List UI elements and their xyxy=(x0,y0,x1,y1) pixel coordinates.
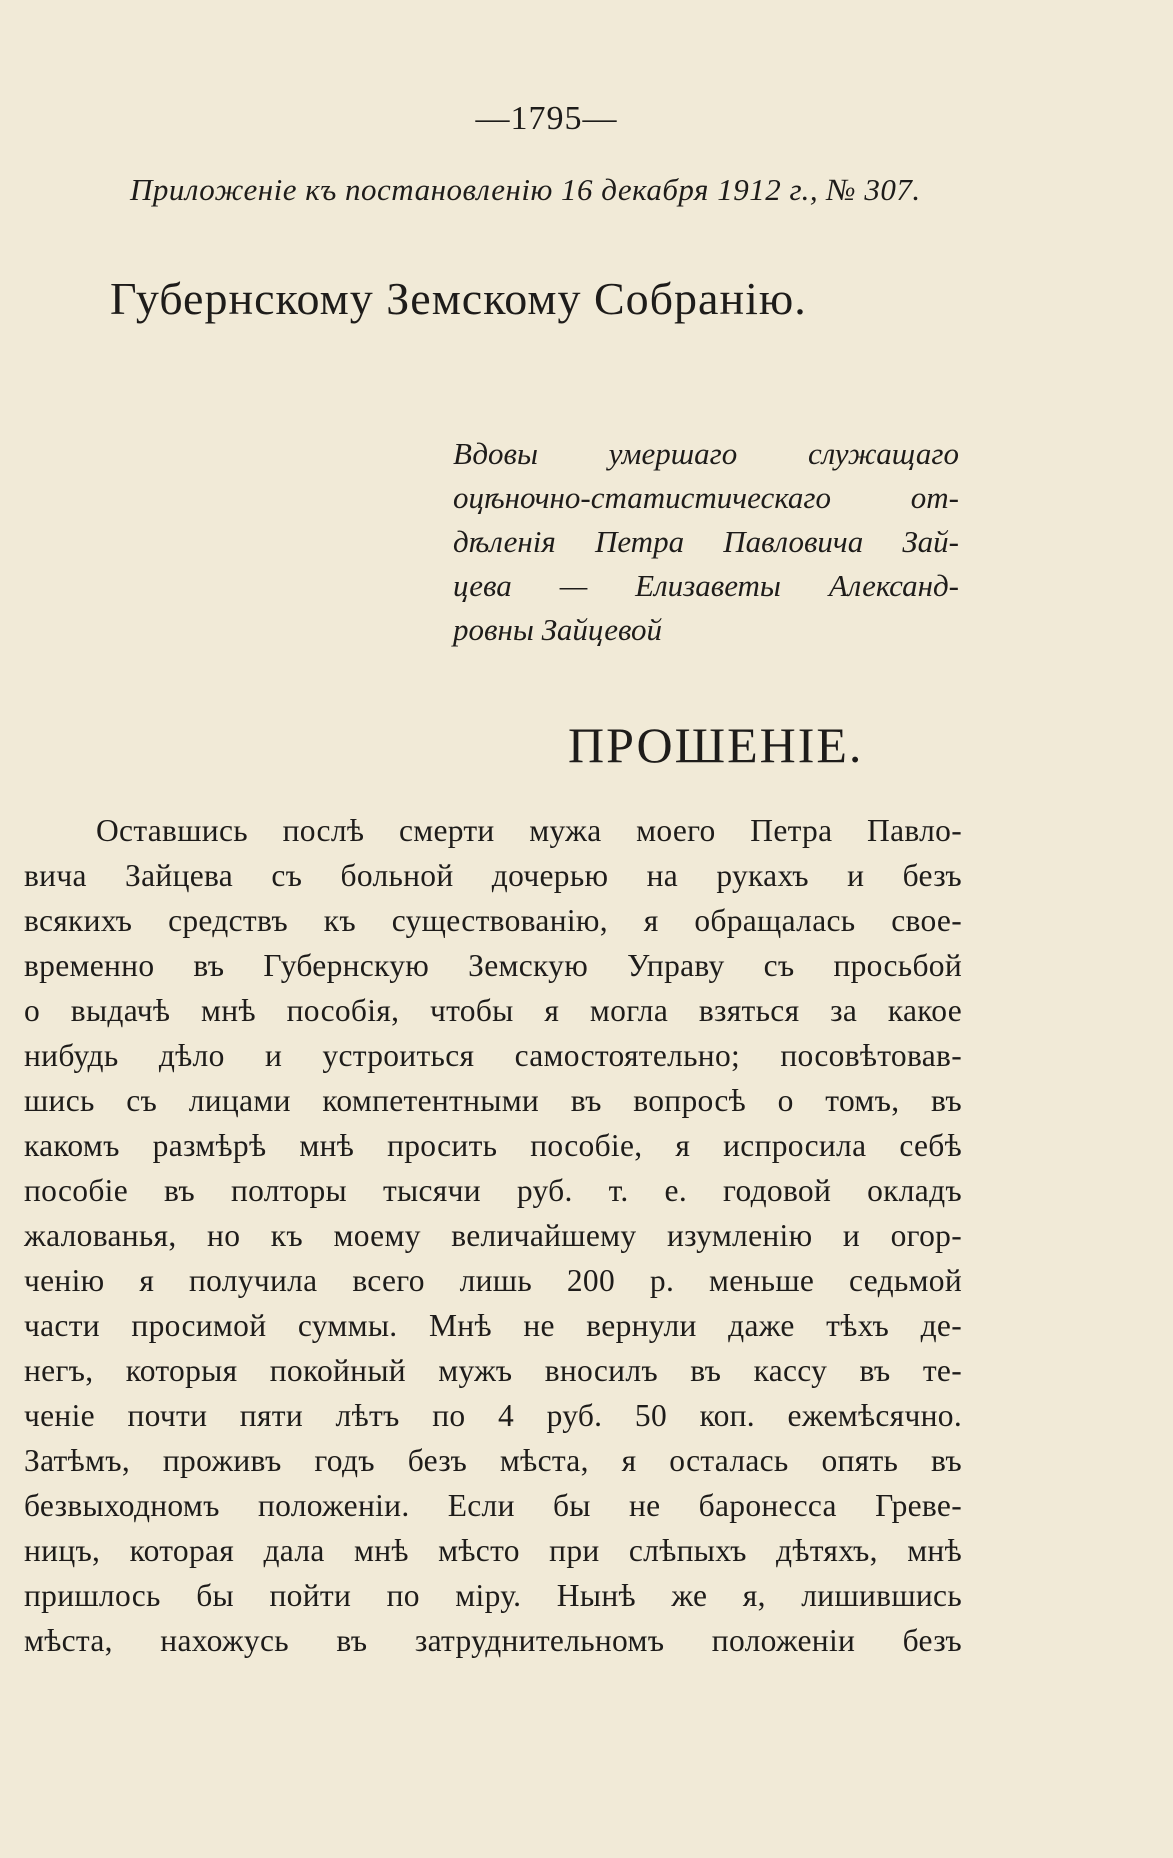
body-line: негъ, которыя покойный мужъ вносилъ въ кассу въ те- xyxy=(24,1353,962,1388)
body-line: нибудь дѣло и устроиться самостоятельно; посовѣтовав- xyxy=(24,1038,962,1073)
body-line: о выдачѣ мнѣ пособiя, чтобы я могла взяться за какое xyxy=(24,993,962,1028)
body-line: временно въ Губернскую Земскую Управу съ просьбой xyxy=(24,948,962,983)
body-line: мѣста, нахожусь въ затруднительномъ положенiи безъ xyxy=(24,1623,962,1658)
sender-line: дѣленiя Петра Павловича Зай- xyxy=(453,524,959,559)
page-number: —1795— xyxy=(475,100,618,137)
body-line: жалованья, но къ моему величайшему изумленiю и огор- xyxy=(24,1218,962,1253)
body-line: вича Зайцева съ больной дочерью на рукахъ и безъ xyxy=(24,858,962,893)
body-line: Оставшись послѣ смерти мужа моего Петра Павло- xyxy=(96,813,962,848)
sender-line: Вдовы умершаго служащаго xyxy=(453,436,959,471)
body-line: пришлось бы пойти по мiру. Нынѣ же я, лишившись xyxy=(24,1578,962,1613)
body-line: ницъ, которая дала мнѣ мѣсто при слѣпыхъ дѣтяхъ, мнѣ xyxy=(24,1533,962,1568)
body-line: шись съ лицами компетентными въ вопросѣ о томъ, въ xyxy=(24,1083,962,1118)
body-line: всякихъ средствъ къ существованiю, я обращалась свое- xyxy=(24,903,962,938)
body-line: пособiе въ полторы тысячи руб. т. е. годовой окладъ xyxy=(24,1173,962,1208)
addressee-heading: Губернскому Земскому Собранiю. xyxy=(110,273,807,324)
body-line: Затѣмъ, проживъ годъ безъ мѣста, я осталась опять въ xyxy=(24,1443,962,1478)
appendix-note: Приложенiе къ постановленiю 16 декабря 1912 г., № 307. xyxy=(130,172,921,207)
document-title: ПРОШЕНIЕ. xyxy=(568,717,864,773)
body-line: безвыходномъ положенiи. Если бы не баронесса Греве- xyxy=(24,1488,962,1523)
body-line: ченiю я получила всего лишь 200 р. меньше седьмой xyxy=(24,1263,962,1298)
body-line: части просимой суммы. Мнѣ не вернули даже тѣхъ де- xyxy=(24,1308,962,1343)
body-line: какомъ размѣрѣ мнѣ просить пособiе, я испросила себѣ xyxy=(24,1128,962,1163)
sender-line: ровны Зайцевой xyxy=(453,612,663,647)
sender-line: оцѣночно-статистическаго от- xyxy=(453,480,959,515)
body-text xyxy=(24,808,962,1663)
sender-block xyxy=(453,432,959,652)
sender-line: цева — Елизаветы Александ- xyxy=(453,568,959,603)
body-line: ченiе почти пяти лѣтъ по 4 руб. 50 коп. ежемѣсячно. xyxy=(24,1398,962,1433)
